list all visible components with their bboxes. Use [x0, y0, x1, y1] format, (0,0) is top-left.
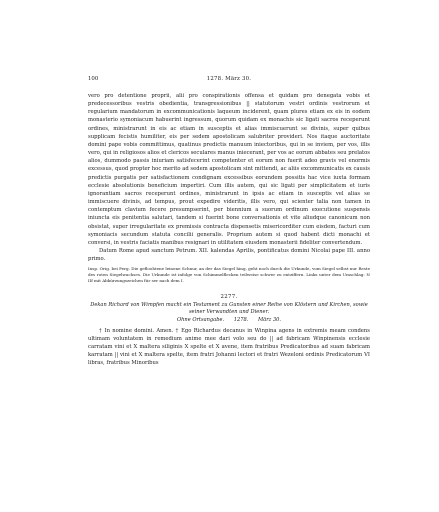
document-text-paragraph: † In nomine domini. Amen. † Ego Richardus decanus in Winpina agens in extremis meam condens ultimam voluntatem in remedium anime mee dari volo seu do || ad fabricam Winpinensis ecclesie carratam vini et X maltera siliginis X spelte et X avene, item fratribus Predicatoribus ad suam fabricam karratam || vini et X maltera spelte, item fratri Johanni lectori et fratri Wezeloni ordinis Predicatorum VI libras, fratribus Minoribus: [88, 327, 370, 367]
page-number: 100: [88, 76, 99, 82]
datum-paragraph: Datum Rome apud sanctum Petrum. XII. kalendas Aprilis, pontificatus domini Nicolai pape III. anno primo.: [88, 247, 370, 263]
date-place: Ohne Ortsangabe.: [176, 316, 225, 323]
text-paragraph: vero pro detentione proprii, alii pro conspirationis offensa et quidam pro denegata vobis et predecessoribus vestris obedientia, transgressionibus || statutorum vestri ordinis vestrorum et regularium mandatorum in excommunicationis laqueum inciderent, quam plures etiam ex eis in eodem monasterio symoniacum habuerint ingressum, quorum quidam ex monachis sic ligati sacros receperunt ordines, ministrarunt in eis ac etiam in susceptis et alias immiscuerunt se divinis, super quibus supplicam fecistis humiliter, eis per sedem apostolicam salubriter provideri. Nos itaque auctoritate domini pape vobis committimus, quatinus predictis manuum iniectoribus, qui in se inviem, per vos, illis vero, qui in religiosos alios et clericos seculares manus iniecerant, per vos ac eorum abbates seu prelatos alios, dummodo passis iniuriam satisfecerint competenter et eorum non fuerit adeo gravis vel enormis excessus, quod propter hoc merito ad sedem apostolicam sint mittendi, ac aliis excommunicatis ex causis predictis purgatis per satisfactionem condignam excessibus eorundem possitis hac vice iuxta formam ecclesie absolutionis beneficium impertiri. Cum illis autem, qui sic ligati per simplicitatem et iuris ignorantiam sacros receperunt ordines, ministrarunt in ipsis ac etiam in susceptis vel alias se immiscuere divinis, ad tempus, prout expedire videritis, illis vero, qui scienter talia non tamen in contemptum clavium fecere presumpserint, per biennium a suorum ordinum executione suspensis iniuncta eis penitentia salutari, tandem si fuerint bone conversationis et vite aliudque canonicum non obsistat, super irregularitate ex premissis contracta dispensetis misericorditer cum eisdem, facturi cum symoniacis secundum statuta concilii generalis. Proprium autem si quod habent dicti monachi et conversi, in vestris faciatis manibus resignari in utilitatem eiusdem monasterii fideliter convertendum.: [88, 93, 370, 246]
document-text: [88, 327, 370, 368]
date-year: 1278.: [233, 316, 249, 323]
document-number: 2277.: [220, 293, 238, 300]
running-title: 1278. März 30.: [206, 76, 252, 82]
date-day: März 30.: [257, 316, 282, 323]
main-text: [88, 92, 370, 263]
document-regest: Dekan Richard von Wimpfen macht ein Testament zu Gunsten einer Reihe von Klöstern und Kirchen, sowie seiner Verwandten und Diener.: [90, 301, 368, 315]
document-date-line: [88, 317, 370, 323]
archival-footnote: Insp. Orig. bei Perg. Die gefloohtene leinene Schnur, an der das Siegel hing, geht noch durch die Urkunde, vom Siegel selbst nur Reste des roten Siegelwachses. Die Urkunde ist infolge von Schimmelflecken teilweise schwer zu entziffern. Links unter dem Umschlag: N IIf mit Abkürzungszeichen für ser nach dem I.: [88, 266, 370, 284]
running-head: [88, 76, 370, 86]
